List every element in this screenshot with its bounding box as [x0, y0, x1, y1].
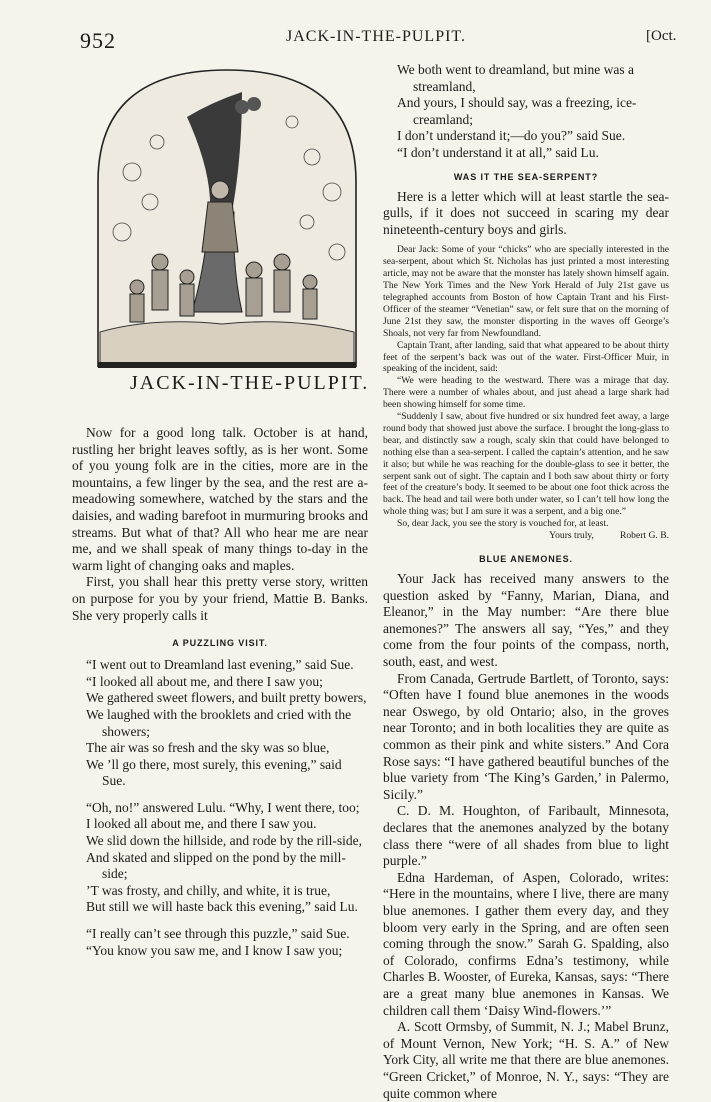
poem-line: “I don’t understand it at all,” said Lu. — [397, 144, 599, 160]
pulpit-illustration — [92, 62, 362, 407]
month-label: [Oct. — [646, 28, 677, 44]
letter-paragraph: “Suddenly I saw, about five hundred or six hundred feet away, a large round body that showed just above the surface. I brought the long-glass to bear, and distinctly saw a rough, scaly skin that could have belonged to nothing else than a sea-serpent. I called the captain’s attention, and he saw it also; but while he was reaching for the double-glass to see it better, the serpent sank out of sight. The captain and I both saw about thirty or forty feet of the creature’s body. It seemed to be about one foot thick across the back. The head and tail were both under water, so I can’t tell how long the whole thing was; but I am sure it was a serpent, and a big one.” — [383, 411, 669, 518]
poem-line: We slid down the hillside, and rode by the rill-side, — [86, 833, 362, 849]
poem-line: “You know you saw me, and I know I saw you; — [86, 942, 343, 958]
poem-line: We laughed with the brooklets and cried with the showers; — [86, 706, 352, 739]
left-column — [72, 425, 368, 959]
poem-line: ’T was frosty, and chilly, and white, it is true, — [86, 882, 331, 898]
letter-paragraph: Dear Jack: Some of your “chicks” who are specially interested in the sea-serpent, about which St. Nicholas has just printed a most interesting article, may not be aware that the monster has lately shown himself again. The New York Times and the New York Herald of July 21st gave us telegraphed accounts from Boston of how Captain Trant and his First-Officer of the steamer “Venetian” saw, or felt sure that on the morning of June 21st they saw, the monster disporting in the waves off George’s Shoals, not very far from Newfoundland. — [383, 244, 669, 339]
poem-line: I looked all about me, and there I saw you. — [86, 816, 317, 832]
body-paragraph: Here is a letter which will at least startle the sea-gulls, if it does not succeed in scaring my dear nineteenth-century boys and girls. — [383, 188, 669, 237]
illustration-caption: JACK-IN-THE-PULPIT. — [130, 372, 370, 394]
letter-signature — [383, 530, 669, 542]
letter-paragraph: “We were heading to the westward. There was a mirage that day. There were a number of whales about, and just ahead a large shark had been showing himself for some time. — [383, 375, 669, 411]
poem-line: And yours, I should say, was a freezing, ice-creamland; — [397, 95, 637, 127]
body-paragraph: Your Jack has received many answers to the question asked by “Fanny, Marian, Diana, and Eleanor,” in the May number: “Are there blue anemones?” The answers all say, “Yes,” and they come from the four points of the compass, north, south, east, and west. — [383, 571, 669, 670]
intro-paragraph: Now for a good long talk. October is at hand, rustling her bright leaves softly, as is her wont. Some of you young folk are in the cities, more are in the mountains, a few linger by the sea, and the rest are a-meadowing somewhere, watched by the stars and the daisies, and wading barefoot in murmuring brooks and streams. But what of that? All who hear me are near me, and we shall speak of many things to-day in the warm light of changing oaks and maples. — [72, 425, 368, 573]
body-paragraph: A. Scott Ormsby, of Summit, N. J.; Mabel Brunz, of Mount Vernon, New York; “H. S. A.” of New York City, all write me that there are blue anemones. “Green Cricket,” of Monroe, N. Y., says: “They are quite common where — [383, 1019, 669, 1101]
intro-paragraph: First, you shall hear this pretty verse story, written on purpose for you by your friend, Mattie B. Banks. She very properly calls it — [72, 574, 368, 623]
letter-paragraph: So, dear Jack, you see the story is vouched for, at least. — [397, 518, 609, 530]
poem-line: “I really can’t see through this puzzle,” said Sue. — [86, 926, 350, 942]
poem-line: And skated and slipped on the pond by the mill-side; — [86, 849, 346, 882]
poem-line: We ’ll go there, most surely, this evening,” said Sue. — [86, 756, 342, 789]
body-paragraph: From Canada, Gertrude Bartlett, of Toronto, says: “Often have I found blue anemones in the woods near Oswego, by old Ontario; also, in the groves near Toronto; and in both localities they are quite as common as their pink and white sisters.” And Cora Rose says: “I have gathered beautiful bunches of the blue variety from ‘The King’s Garden,’ in Palermo, Sicily.” — [383, 670, 669, 802]
poem-title: A PUZZLING VISIT. — [172, 638, 268, 649]
poem-stanza — [72, 926, 368, 959]
running-title: JACK-IN-THE-PULPIT. — [286, 28, 467, 45]
letter-paragraph: Captain Trant, after landing, said that what appeared to be about thirty feet of the serpent’s back was out of the water. First-Officer Muir, in speaking of the incident, said: — [383, 339, 669, 375]
poem-line: But still we will haste back this evening,” said Lu. — [86, 899, 358, 915]
poem-line: The air was so fresh and the sky was so blue, — [86, 740, 330, 756]
letter-signer: Robert G. B. — [619, 530, 669, 542]
poem-line: “Oh, no!” answered Lulu. “Why, I went there, too; — [86, 799, 360, 815]
poem-line: We both went to dreamland, but mine was a streamland, — [397, 62, 634, 94]
poem-line: “I went out to Dreamland last evening,” said Sue. — [86, 657, 354, 673]
poem-line: “I looked all about me, and there I saw you; — [86, 673, 323, 689]
section-heading: BLUE ANEMONES. — [479, 554, 573, 565]
page-header — [0, 14, 711, 53]
body-paragraph: C. D. M. Houghton, of Faribault, Minnesota, declares that the anemones analyzed by the botany class there “were of all shades from blue to light purple.” — [383, 803, 669, 869]
right-column — [383, 62, 669, 1102]
section-heading: WAS IT THE SEA-SERPENT? — [453, 171, 599, 182]
poem-stanza — [72, 657, 368, 790]
poem-stanza — [72, 800, 368, 916]
page-number: 952 — [80, 28, 116, 53]
poem-line: We gathered sweet flowers, and built pretty bowers, — [86, 690, 367, 706]
letter-closing: Yours truly, — [549, 530, 594, 542]
body-paragraph: Edna Hardeman, of Aspen, Colorado, writes: “Here in the mountains, where I live, there are many blue anemones. I gather them every day, and they bloom very early in the Spring, and are often seen coming through the snow.” Sarah G. Spalding, also of Colorado, confirms Edna’s testimony, while Charles B. Wooster, of Eureka, Kansas, says: “There are a great many blue anemones in Kansas. We children call them ‘Daisy Wind-flowers.’” — [383, 869, 669, 1018]
poem-continuation — [383, 62, 669, 162]
poem-line: I don’t understand it;—do you?” said Sue. — [397, 128, 626, 144]
